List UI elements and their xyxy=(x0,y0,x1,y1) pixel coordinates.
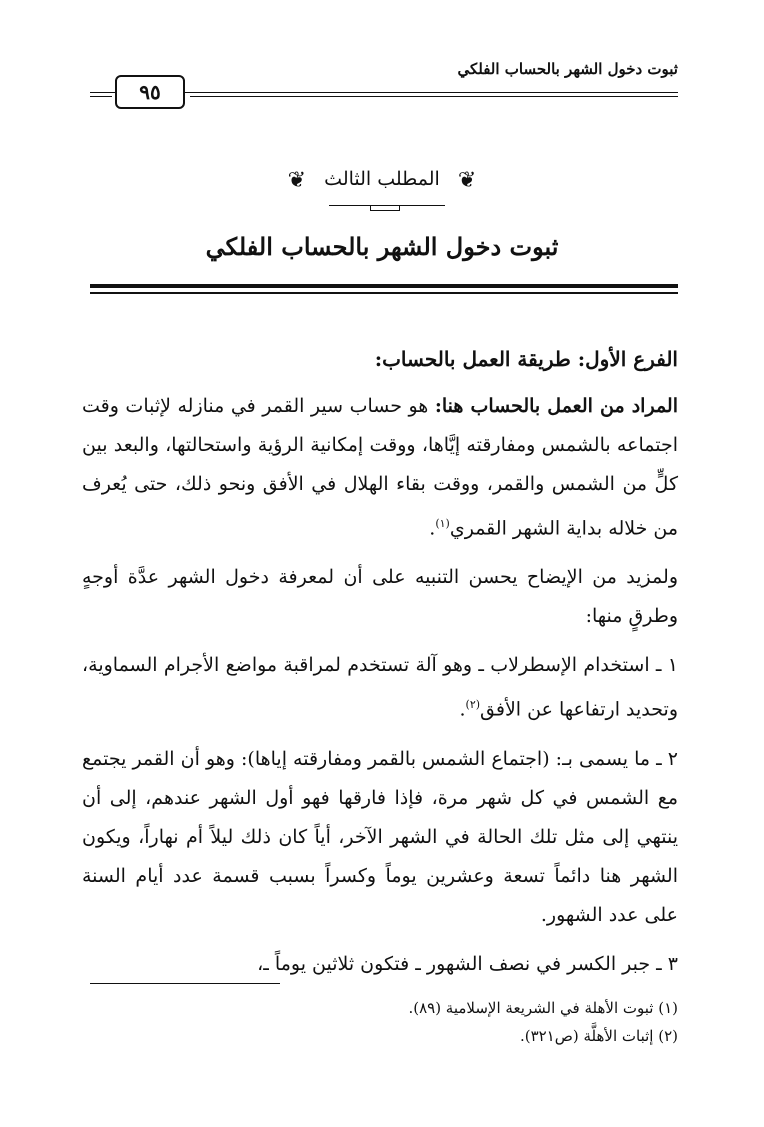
title-rule-thin xyxy=(90,292,678,294)
paragraph-text: هو حساب سير القمر في منازله لإثبات وقت اجتماعه بالشمس ومفارقته إيَّاها، ووقت إمكانية الرؤية واستحالتها، والبعد بين كلٍّ من الشمس والقمر، ووقت بقاء الهلال في الأفق ونحو ذلك، حتى يُعرف من خلاله بداية الشهر القمري xyxy=(82,395,678,540)
page-number-box xyxy=(115,75,185,109)
section-label-row xyxy=(0,168,764,193)
footnote-ref-2[interactable]: (٢) xyxy=(465,698,481,712)
paragraph-item-1 xyxy=(82,646,678,729)
page-number-lines xyxy=(90,92,112,97)
footnote-separator xyxy=(90,983,280,984)
paragraph-end: . xyxy=(429,517,436,540)
page-number: ٩٥ xyxy=(139,80,161,104)
section-label: المطلب الثالث xyxy=(324,168,440,190)
ornament-left-icon: ❦ xyxy=(287,168,307,193)
paragraph-definition xyxy=(82,387,678,548)
footnote-1: (١) ثبوت الأهلة في الشريعة الإسلامية (٨٩). xyxy=(408,999,678,1017)
section-divider-tab xyxy=(370,206,400,211)
running-title: ثبوت دخول الشهر بالحساب الفلكي xyxy=(457,60,678,78)
paragraph-item-2: ٢ ـ ما يسمى بـ: (اجتماع الشمس بالقمر ومفارقته إياها): وهو أن القمر يجتمع مع الشمس في كل شهر مرة، فإذا فارقها فهو أول الشهر عندهم، إلى أن ينتهي إلى مثل تلك الحالة في الشهر الآخر، أياً كان ذلك ليلاً أم نهاراً، ويكون الشهر هنا دائماً تسعة وعشرين يوماً وكسراً بسبب قسمة عدد أيام السنة على عدد الشهور. xyxy=(82,747,678,926)
item-1-text: ١ ـ استخدام الإسطرلاب ـ وهو آلة تستخدم لمراقبة مواضع الأجرام السماوية، وتحديد ارتفاعها عن الأفق xyxy=(82,654,678,721)
main-text xyxy=(82,340,678,994)
section-title: ثبوت دخول الشهر بالحساب الفلكي xyxy=(205,232,559,261)
footnote-2: (٢) إثبات الأهلَّة (ص٣٢١). xyxy=(519,1027,678,1045)
header-rule-lower xyxy=(190,96,678,97)
footnotes xyxy=(82,994,678,1050)
footnote-ref-1[interactable]: (١) xyxy=(435,517,450,530)
title-rule-thick xyxy=(90,284,678,288)
subheading: الفرع الأول: طريقة العمل بالحساب: xyxy=(374,347,678,371)
paragraph-lead: المراد من العمل بالحساب هنا: xyxy=(434,395,678,417)
paragraph-intro: ولمزيد من الإيضاح يحسن التنبيه على أن لمعرفة دخول الشهر عدَّة أوجهٍ وطرقٍ منها: xyxy=(82,566,678,628)
paragraph-item-3: ٣ ـ جبر الكسر في نصف الشهور ـ فتكون ثلاثين يوماً ـ، xyxy=(257,952,678,975)
item-1-end: . xyxy=(459,698,466,721)
ornament-right-icon: ❦ xyxy=(457,168,477,193)
